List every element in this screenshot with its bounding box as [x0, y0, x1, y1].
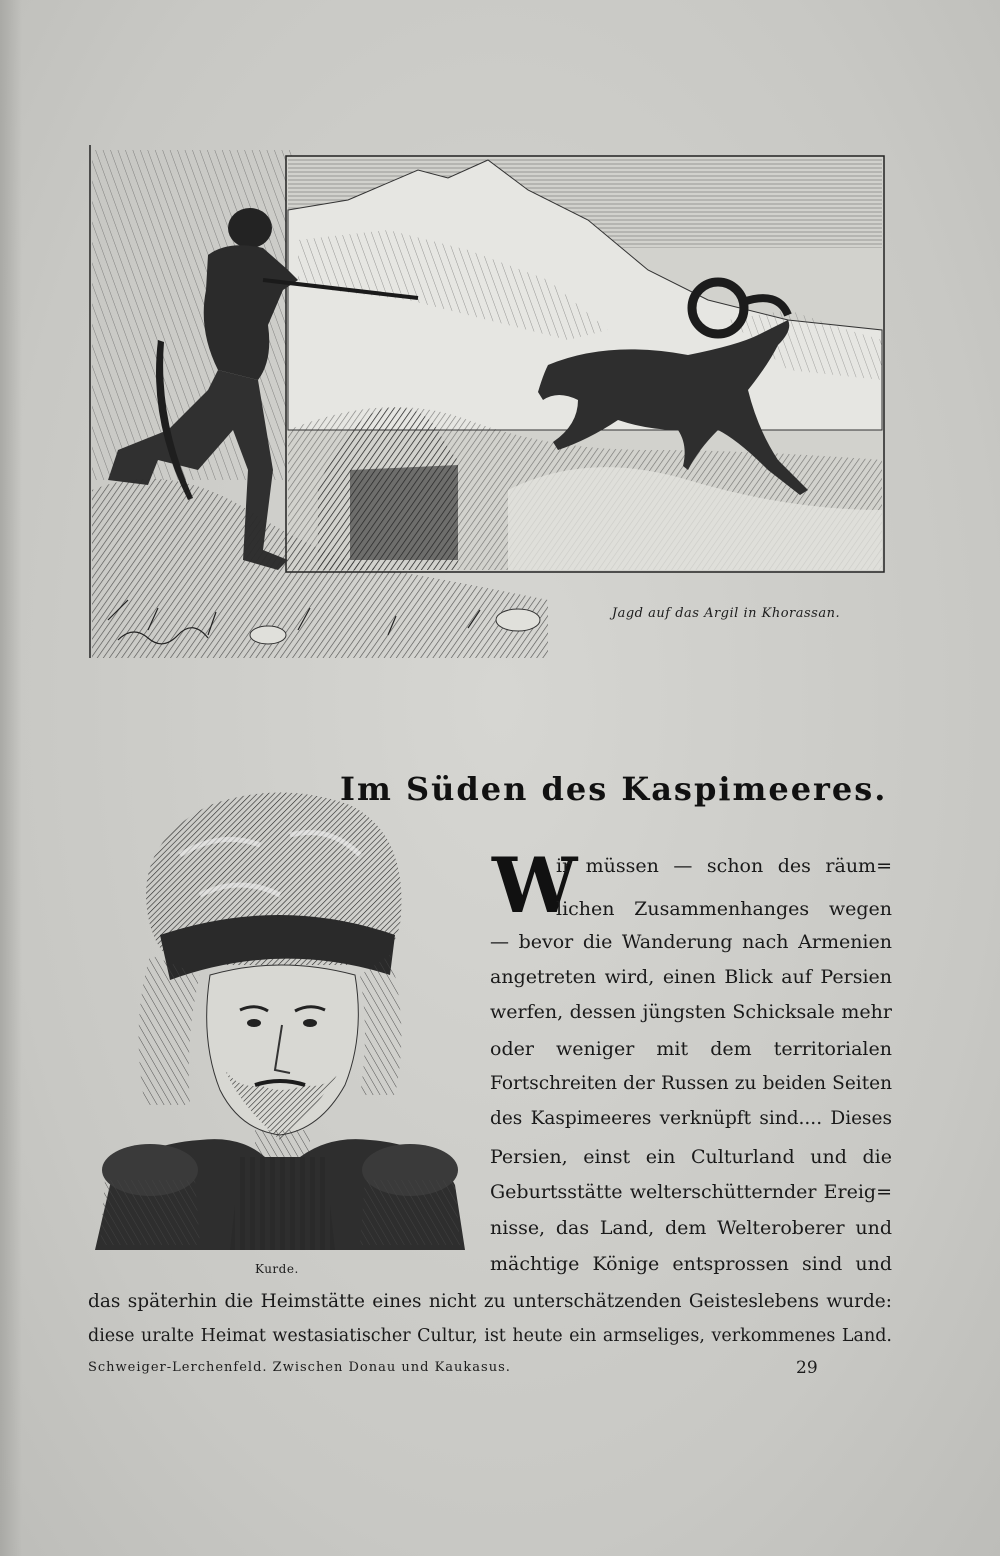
body-line-5: werfen, dessen jüngsten Schicksale mehr [490, 1001, 892, 1023]
body-line-1: ir müssen — schon des räum= [556, 855, 892, 877]
body-line-12: mächtige Könige entsprossen sind und [490, 1253, 892, 1275]
page-number: 29 [796, 1358, 818, 1378]
drop-cap: W [492, 841, 578, 930]
chapter-title: Im Süden des Kaspimeeres. [340, 770, 888, 808]
portrait-caption: Kurde. [255, 1262, 299, 1276]
body-line-11: nisse, das Land, dem Welteroberer und [490, 1217, 892, 1239]
body-line-4: angetreten wird, einen Blick auf Persien [490, 966, 892, 988]
body-line-6: oder weniger mit dem territorialen [490, 1038, 892, 1060]
hunt-caption: Jagd auf das Argil in Khorassan. [611, 606, 841, 621]
hunt-illustration [88, 130, 888, 660]
kurd-portrait [90, 785, 470, 1250]
page-gutter-shadow [0, 0, 22, 1556]
running-footer: Schweiger-Lerchenfeld. Zwischen Donau und Kaukasus. [88, 1360, 511, 1375]
body-line-10: Geburtsstätte welterschütternder Ereig= [490, 1181, 892, 1203]
body-line-9: Persien, einst ein Culturland und die [490, 1146, 892, 1168]
body-line-8: des Kaspimeeres verknüpft sind.... Dieses [490, 1108, 892, 1129]
body-line-3: — bevor die Wanderung nach Armenien [490, 931, 892, 953]
body-line-13: das späterhin die Heimstätte eines nicht zu unterschätzenden Geisteslebens wurde: [88, 1291, 892, 1312]
body-line-2: lichen Zusammenhanges wegen [556, 898, 892, 920]
body-line-14: diese uralte Heimat westasiatischer Cultur, ist heute ein armseliges, verkommenes Land. [88, 1326, 892, 1346]
body-line-7: Fortschreiten der Russen zu beiden Seiten [490, 1073, 892, 1094]
